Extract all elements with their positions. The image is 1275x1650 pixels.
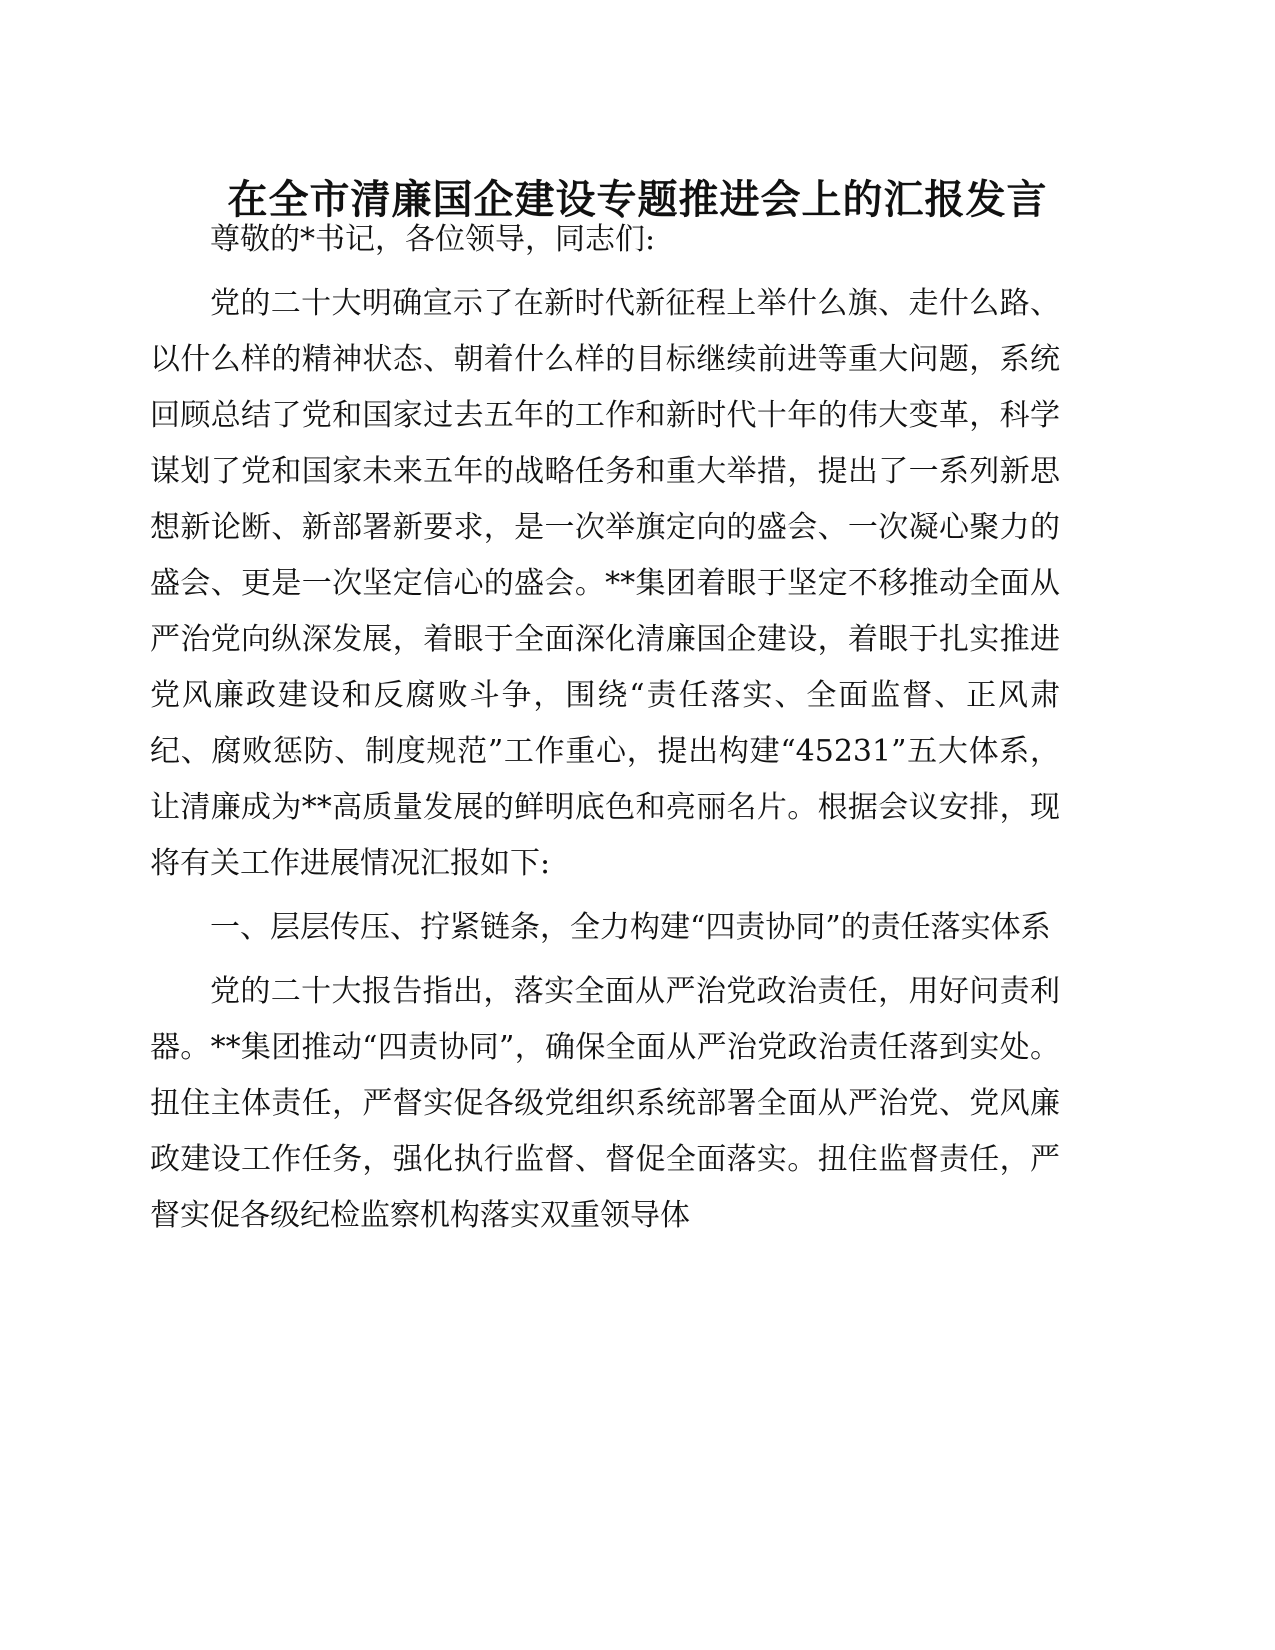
document-title: 在全市清廉国企建设专题推进会上的汇报发言 bbox=[227, 177, 1048, 223]
section-heading: 一、层层传压、拧紧链条，全力构建“四责协同”的责任落实体系 bbox=[210, 910, 1051, 945]
body-paragraph: 党的二十大报告指出，落实全面从严治党政治责任，用好问责利器。**集团推动“四责协同”，确保全面从严治党政治责任落到实处。扭住主体责任，严督实促各级党组织系统部署全面从严治党、党风廉政建设工作任务，强化执行监督、督促全面落实。扭住监督责任，严督实促各级纪检监察机构落实双重领导体 bbox=[150, 974, 1060, 1233]
body-paragraph: 党的二十大明确宣示了在新时代新征程上举什么旗、走什么路、以什么样的精神状态、朝着什么样的目标继续前进等重大问题，系统回顾总结了党和国家过去五年的工作和新时代十年的伟大变革，科学谋划了党和国家未来五年的战略任务和重大举措，提出了一系列新思想新论断、新部署新要求，是一次举旗定向的盛会、一次凝心聚力的盛会、更是一次坚定信心的盛会。**集团着眼于坚定不移推动全面从严治党向纵深发展，着眼于全面深化清廉国企建设，着眼于扎实推进党风廉政建设和反腐败斗争，围绕“责任落实、全面监督、正风肃纪、腐败惩防、制度规范”工作重心，提出构建“45231”五大体系，让清廉成为**高质量发展的鲜明底色和亮丽名片。根据会议安排，现将有关工作进展情况汇报如下: bbox=[150, 286, 1060, 881]
document-body bbox=[150, 212, 1060, 1244]
salutation: 尊敬的*书记，各位领导，同志们: bbox=[210, 222, 656, 257]
